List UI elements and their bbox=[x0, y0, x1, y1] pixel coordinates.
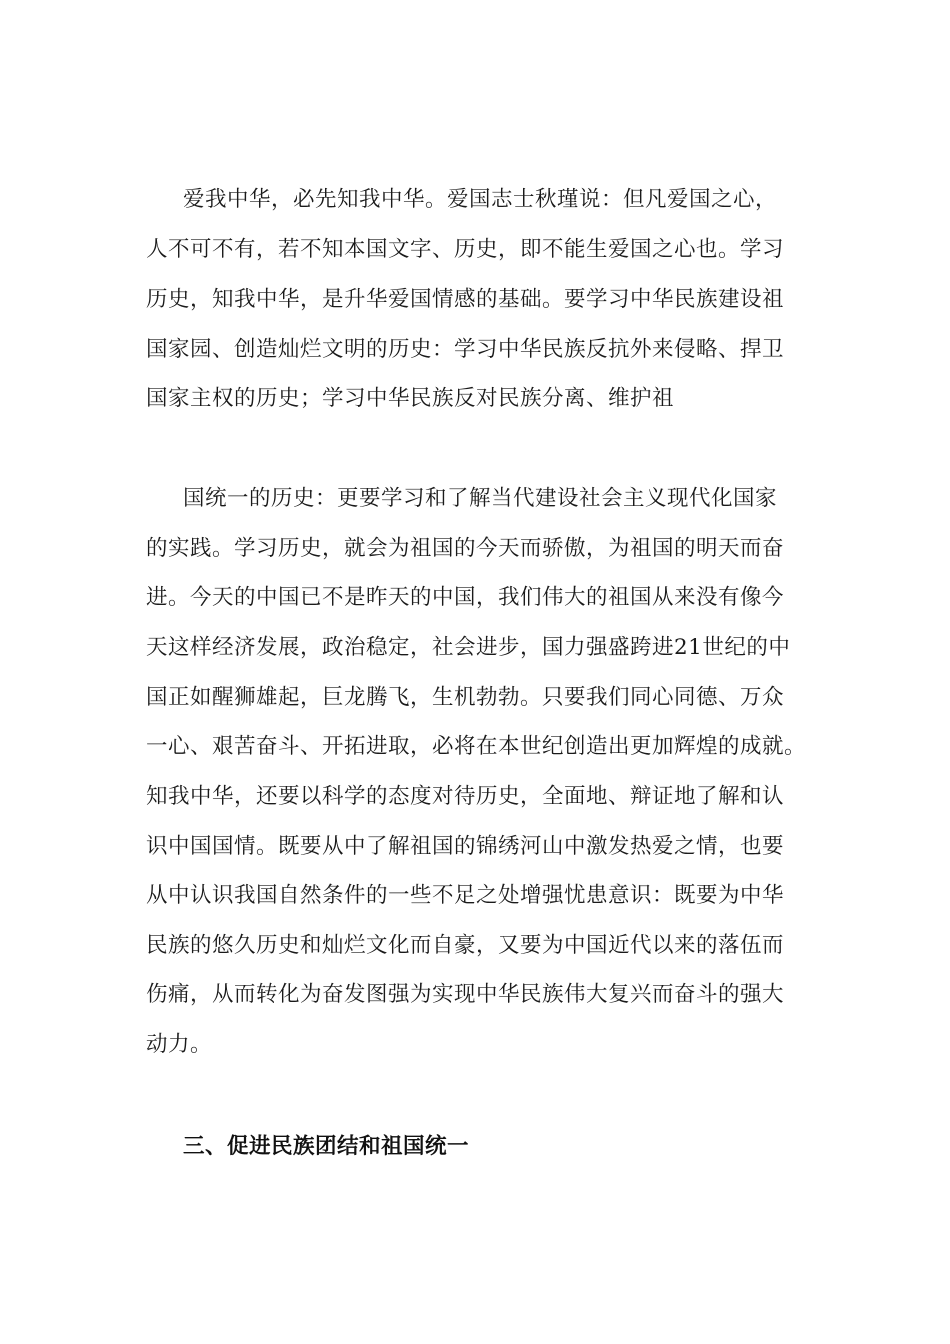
text-line: 知我中华，还要以科学的态度对待历史，全面地、辩证地了解和认 bbox=[146, 784, 785, 809]
text-line: 国家主权的历史；学习中华民族反对民族分离、维护祖 bbox=[146, 386, 675, 411]
text-line: 天这样经济发展，政治稳定，社会进步，国力强盛跨进21世纪的中 bbox=[146, 635, 791, 660]
text-line: 的实践。学习历史，就会为祖国的今天而骄傲，为祖国的明天而奋 bbox=[146, 536, 785, 561]
text-line: 从中认识我国自然条件的一些不足之处增强忧患意识：既要为中华 bbox=[146, 883, 785, 908]
text-line: 进。今天的中国已不是昨天的中国，我们伟大的祖国从来没有像今 bbox=[146, 585, 785, 610]
section-heading: 三、促进民族团结和祖国统一 bbox=[183, 1134, 470, 1159]
text-line: 爱我中华，必先知我中华。爱国志士秋瑾说：但凡爱国之心， bbox=[183, 187, 778, 212]
text-line: 伤痛，从而转化为奋发图强为实现中华民族伟大复兴而奋斗的强大 bbox=[146, 982, 785, 1007]
text-line: 民族的悠久历史和灿烂文化而自豪，又要为中国近代以来的落伍而 bbox=[146, 933, 785, 958]
text-line: 历史，知我中华，是升华爱国情感的基础。要学习中华民族建设祖 bbox=[146, 287, 785, 312]
text-line: 国正如醒狮雄起，巨龙腾飞，生机勃勃。只要我们同心同德、万众 bbox=[146, 685, 785, 710]
text-line: 一心、艰苦奋斗、开拓进取，必将在本世纪创造出更加辉煌的成就。 bbox=[146, 734, 807, 759]
text-line: 动力。 bbox=[146, 1032, 213, 1057]
text-line: 识中国国情。既要从中了解祖国的锦绣河山中激发热爱之情，也要 bbox=[146, 834, 785, 859]
text-line: 国统一的历史：更要学习和了解当代建设社会主义现代化国家 bbox=[183, 486, 778, 511]
text-line: 国家园、创造灿烂文明的历史：学习中华民族反抗外来侵略、捍卫 bbox=[146, 337, 785, 362]
text-line: 人不可不有，若不知本国文字、历史，即不能生爱国之心也。学习 bbox=[146, 237, 785, 262]
